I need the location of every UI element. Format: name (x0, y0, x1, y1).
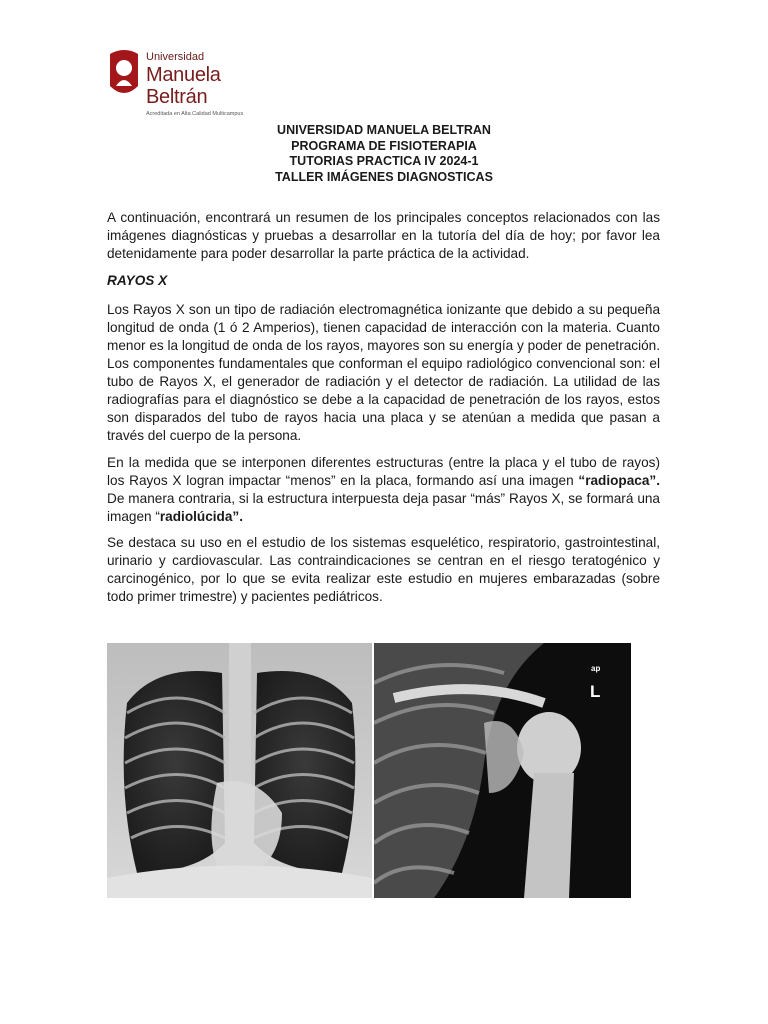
xray-marker-ap: ap (591, 664, 601, 673)
header-line1: UNIVERSIDAD MANUELA BELTRAN (277, 123, 491, 137)
university-logo (106, 46, 276, 117)
logo-text (146, 46, 276, 118)
logo-emblem-icon (106, 46, 142, 102)
section-title: RAYOS X (107, 273, 168, 288)
paragraph-3 (107, 534, 660, 606)
chest-xray-image (107, 643, 372, 898)
radiopaca-term: “radiopaca”. (578, 473, 660, 488)
shoulder-xray-image (374, 643, 631, 898)
paragraph-1 (107, 301, 660, 445)
header-line3: TUTORIAS PRACTICA IV 2024-1 (289, 154, 479, 168)
radiolucida-term: radiolúcida”. (159, 509, 243, 524)
paragraph-3-text: Se destaca su uso en el estudio de los sistemas esquelético, respiratorio, gastrointestinal, urinario y cardiovascular. Las contraindicaciones se centran en el riesgo teratogénico y carcinogénico, por lo que se evita realizar este estudio en mujeres embarazadas (sobre todo primer trimestre) y pacientes pediátricos. (107, 535, 660, 604)
paragraph-2 (107, 454, 660, 526)
intro-text: A continuación, encontrará un resumen de los principales conceptos relacionados con las imágenes diagnósticas y pruebas a desarrollar en la tutoría del día de hoy; por favor lea detenidamente para poder desarrollar la parte práctica de la actividad. (107, 210, 660, 261)
logo-tagline: Acreditada en Alta Calidad Multicampus (146, 111, 244, 117)
header-line4: TALLER IMÁGENES DIAGNOSTICAS (275, 169, 493, 184)
paragraph-1-text: Los Rayos X son un tipo de radiación electromagnética ionizante que debido a su pequeña longitud de onda (1 ó 2 Amperios), tienen capacidad de interacción con la materia. Cuanto menor es la longitud de onda de los rayos, mayores son su energía y poder de penetración. Los componentes fundamentales que conforman el equipo radiológico convencional son: el tubo de Rayos X, el generador de radiación y el detector de radiación. La utilidad de las radiografías para el diagnóstico se debe a la capacidad de penetración de los rayos, estos son disparados del tubo de rayos hacia una placa y se atenúan a medida que pasan a través del cuerpo de la persona. (107, 302, 660, 443)
paragraph-2-part1: En la medida que se interponen diferentes estructuras (entre la placa y el tubo de rayos) los Rayos X logran impactar “menos” en la placa, formando así una imagen (107, 455, 660, 488)
paragraph-2-part2: De manera contraria, si la estructura interpuesta deja pasar “más” Rayos X, se formará una imagen “ (107, 491, 660, 524)
document-header (0, 123, 768, 185)
logo-line2: Manuela Beltrán (146, 64, 221, 108)
logo-line1: Universidad (146, 51, 205, 63)
header-line2: PROGRAMA DE FISIOTERAPIA (291, 138, 477, 153)
xray-marker-side: L (590, 682, 601, 701)
intro-paragraph (107, 209, 660, 263)
paragraph-2-text (107, 454, 660, 526)
